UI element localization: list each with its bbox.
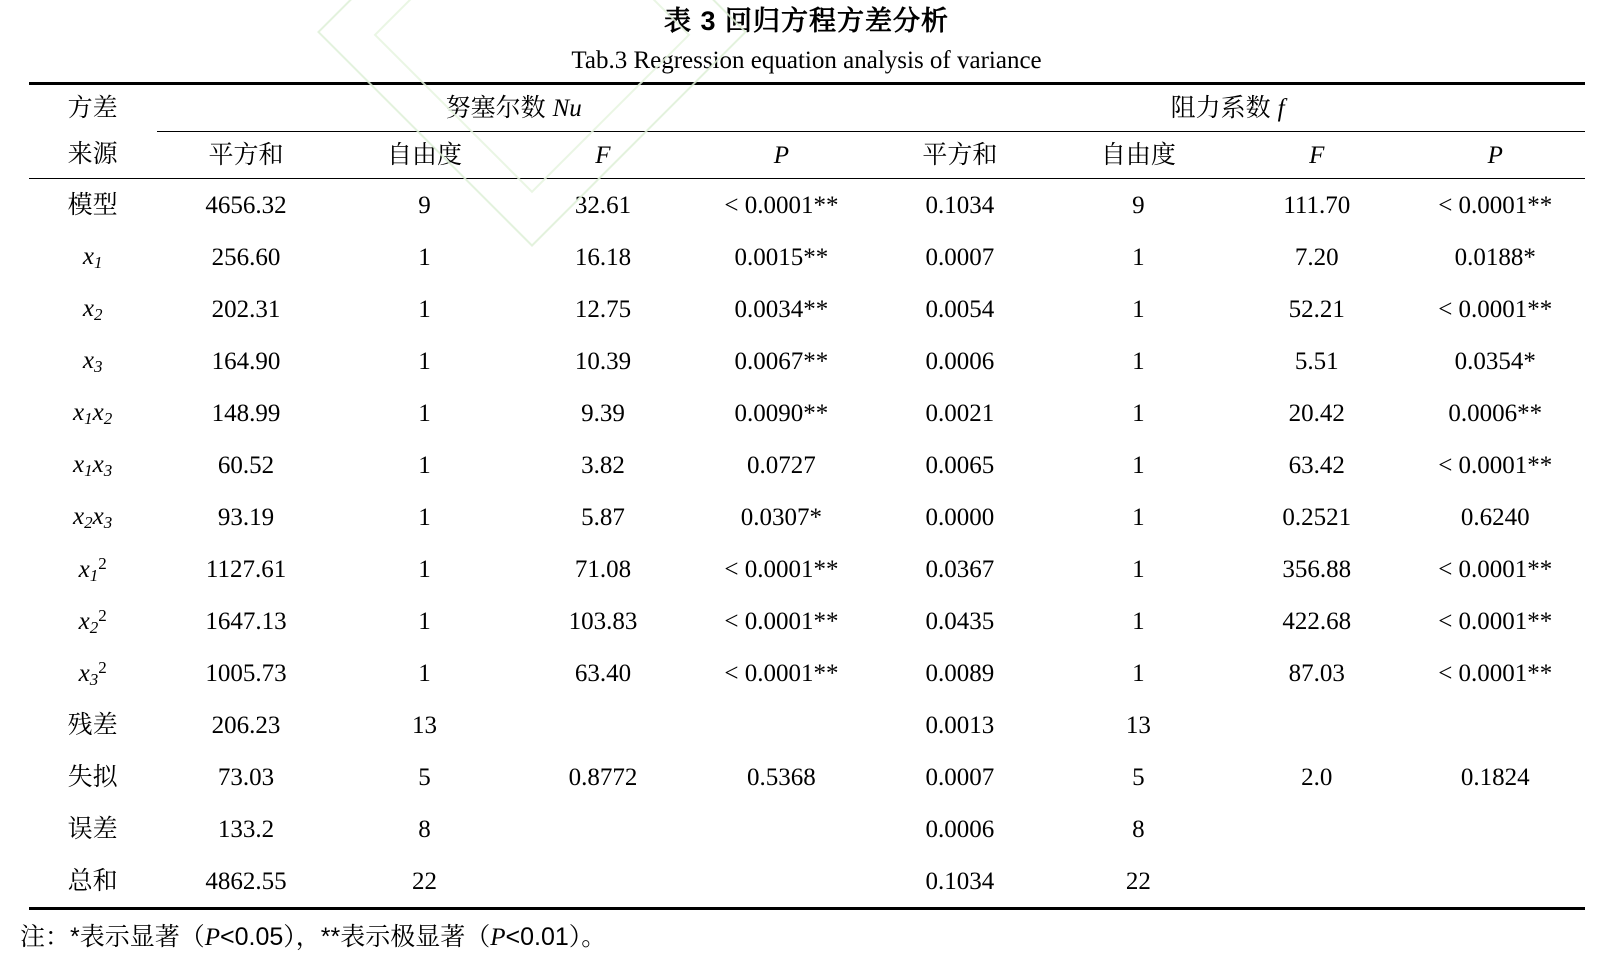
- cell-value: 111.70: [1283, 191, 1351, 219]
- cell-value: 1127.61: [205, 555, 287, 583]
- row-source: $x_3$: [82, 346, 103, 376]
- cell-value: 1: [1132, 659, 1145, 687]
- cell-value: < 0.0001**: [1438, 659, 1553, 687]
- table-header-row-columns: [29, 132, 1585, 179]
- cell-value: 60.52: [217, 451, 275, 479]
- cell-value: 87.03: [1288, 659, 1345, 687]
- cell-value: [514, 699, 692, 751]
- cell-value: 8: [1132, 815, 1145, 843]
- header-source-line2: 来源: [29, 132, 157, 179]
- table-row: [29, 335, 1585, 387]
- cell-value: 148.99: [211, 399, 281, 427]
- cell-value: 2.0: [1301, 763, 1333, 791]
- row-source: $x_3^2$: [78, 657, 107, 689]
- table-row: [29, 647, 1585, 699]
- table-row: [29, 387, 1585, 439]
- cell-value: 356.88: [1282, 555, 1352, 583]
- table-row: [29, 699, 1585, 751]
- cell-value: [514, 803, 692, 855]
- header-df-nu: 自由度: [335, 132, 513, 179]
- cell-value: 1: [418, 295, 431, 323]
- group-header-friction: 阻力系数 f: [871, 84, 1585, 132]
- table-title-english: Tab.3 Regression equation analysis of variance: [571, 47, 1042, 74]
- cell-value: 5: [1132, 763, 1145, 791]
- cell-value: [1406, 699, 1585, 751]
- cell-value: 1: [1132, 503, 1145, 531]
- cell-value: 73.03: [217, 763, 275, 791]
- cell-value: [1406, 803, 1585, 855]
- header-sum-of-squares-f: 平方和: [871, 132, 1049, 179]
- cell-value: 1647.13: [205, 607, 287, 635]
- row-source: $x_1x_3$: [73, 450, 113, 480]
- cell-value: 0.0435: [925, 607, 995, 635]
- cell-value: [1228, 699, 1406, 751]
- table-row: [29, 491, 1585, 543]
- row-source: 模型: [67, 190, 118, 219]
- row-source: $x_2^2$: [78, 605, 107, 637]
- cell-value: 1: [418, 347, 431, 375]
- table-header-row-groups: [29, 84, 1585, 132]
- cell-value: 0.0007: [925, 763, 995, 791]
- cell-value: 0.0021: [925, 399, 995, 427]
- row-source: 总和: [29, 855, 157, 909]
- row-source: 残差: [67, 710, 118, 739]
- cell-value: [1228, 803, 1406, 855]
- cell-value: 16.18: [574, 243, 632, 271]
- cell-value: 0.0034**: [734, 295, 829, 323]
- cell-value: [692, 699, 870, 751]
- header-sum-of-squares-nu: 平方和: [157, 132, 335, 179]
- cell-value: 0.1034: [871, 855, 1049, 909]
- row-source: $x_1$: [82, 242, 103, 272]
- group-header-nusselt: 努塞尔数 Nu: [157, 84, 871, 132]
- cell-value: 0.0188*: [1454, 243, 1536, 271]
- cell-value: 1: [1132, 243, 1145, 271]
- cell-value: 0.8772: [568, 763, 638, 791]
- cell-value: 1005.73: [205, 659, 287, 687]
- cell-value: 164.90: [211, 347, 281, 375]
- header-source-line1: 方差: [29, 84, 157, 132]
- cell-value: 5.51: [1294, 347, 1339, 375]
- cell-value: 1: [418, 451, 431, 479]
- row-source: $x_1x_2$: [73, 398, 113, 428]
- cell-value: 0.0367: [925, 555, 995, 583]
- table-row: [29, 439, 1585, 491]
- cell-value: 0.0065: [925, 451, 995, 479]
- cell-value: 63.40: [574, 659, 632, 687]
- row-source: $x_2$: [82, 294, 103, 324]
- cell-value: 0.5368: [747, 763, 816, 791]
- cell-value: 0.1824: [1460, 763, 1530, 791]
- cell-value: 52.21: [1288, 295, 1345, 323]
- cell-value: 1: [418, 399, 431, 427]
- cell-value: 5: [418, 763, 431, 791]
- cell-value: 9: [1132, 191, 1145, 219]
- cell-value: 0.0007: [925, 243, 995, 271]
- header-df-f: 自由度: [1049, 132, 1227, 179]
- cell-value: 256.60: [211, 243, 281, 271]
- cell-value: 63.42: [1288, 451, 1345, 479]
- cell-value: 7.20: [1294, 243, 1339, 271]
- cell-value: < 0.0001**: [724, 555, 839, 583]
- cell-value: [1406, 855, 1585, 909]
- cell-value: < 0.0001**: [1438, 191, 1553, 219]
- cell-value: 1: [1132, 399, 1145, 427]
- header-f-f: F: [1228, 132, 1406, 179]
- cell-value: 1: [418, 659, 431, 687]
- cell-value: 32.61: [574, 191, 632, 219]
- cell-value: < 0.0001**: [1438, 555, 1553, 583]
- cell-value: 0.2521: [1282, 503, 1352, 531]
- cell-value: 13: [1125, 711, 1151, 739]
- cell-value: 12.75: [574, 295, 632, 323]
- cell-value: 0.0054: [925, 295, 995, 323]
- cell-value: 3.82: [581, 451, 625, 479]
- table-row: [29, 179, 1585, 232]
- cell-value: 9: [418, 191, 431, 219]
- cell-value: 0.0067**: [734, 347, 829, 375]
- row-source: 误差: [67, 814, 118, 843]
- cell-value: 1: [1132, 295, 1145, 323]
- cell-value: 1: [418, 503, 431, 531]
- cell-value: 0.0354*: [1454, 347, 1536, 375]
- cell-value: 0.0000: [925, 503, 995, 531]
- cell-value: 1: [418, 607, 431, 635]
- cell-value: 0.0006**: [1448, 399, 1543, 427]
- cell-value: 1: [1132, 555, 1145, 583]
- table-footnote: 注：*表示显著（P<0.05），**表示极显著（P<0.01）。: [20, 923, 607, 951]
- cell-value: 20.42: [1288, 399, 1345, 427]
- cell-value: 0.1034: [925, 191, 995, 219]
- cell-value: 206.23: [211, 711, 281, 739]
- cell-value: 0.0089: [925, 659, 995, 687]
- cell-value: 0.0727: [747, 451, 816, 479]
- row-source: $x_2x_3$: [73, 502, 113, 532]
- table-row: [29, 803, 1585, 855]
- header-f-nu: F: [514, 132, 692, 179]
- table-row: [29, 543, 1585, 595]
- cell-value: 1: [1132, 451, 1145, 479]
- header-p-nu: P: [692, 132, 870, 179]
- cell-value: [1228, 855, 1406, 909]
- cell-value: 93.19: [217, 503, 275, 531]
- cell-value: 10.39: [574, 347, 632, 375]
- table-row: [29, 595, 1585, 647]
- cell-value: 4656.32: [205, 191, 287, 219]
- cell-value: 0.6240: [1460, 503, 1530, 531]
- cell-value: < 0.0001**: [724, 659, 839, 687]
- cell-value: < 0.0001**: [1438, 607, 1553, 635]
- cell-value: < 0.0001**: [724, 607, 839, 635]
- cell-value: 133.2: [217, 815, 275, 843]
- header-p-f: P: [1406, 132, 1585, 179]
- cell-value: 9.39: [581, 399, 625, 427]
- cell-value: 0.0006: [925, 815, 995, 843]
- anova-table: [29, 82, 1585, 910]
- cell-value: 0.0307*: [740, 503, 823, 531]
- cell-value: 0.0090**: [734, 399, 829, 427]
- cell-value: 22: [335, 855, 513, 909]
- cell-value: 202.31: [211, 295, 281, 323]
- cell-value: 22: [1049, 855, 1227, 909]
- cell-value: 0.0006: [925, 347, 995, 375]
- cell-value: 0.0013: [925, 711, 995, 739]
- cell-value: < 0.0001**: [1438, 451, 1553, 479]
- cell-value: 13: [411, 711, 437, 739]
- cell-value: 1: [418, 243, 431, 271]
- cell-value: [692, 855, 870, 909]
- cell-value: 0.0015**: [734, 243, 829, 271]
- cell-value: 1: [1132, 347, 1145, 375]
- row-source: $x_1^2$: [78, 553, 107, 585]
- cell-value: [514, 855, 692, 909]
- cell-value: 1: [418, 555, 431, 583]
- cell-value: [692, 803, 870, 855]
- cell-value: 71.08: [574, 555, 632, 583]
- cell-value: 5.87: [581, 503, 625, 531]
- cell-value: < 0.0001**: [1438, 295, 1553, 323]
- cell-value: 1: [1132, 607, 1145, 635]
- table-title-chinese: 表 3 回归方程方差分析: [663, 6, 950, 36]
- table-row: [29, 751, 1585, 803]
- table-row: [29, 855, 1585, 909]
- cell-value: < 0.0001**: [724, 191, 839, 219]
- cell-value: 4862.55: [157, 855, 335, 909]
- cell-value: 422.68: [1282, 607, 1352, 635]
- cell-value: 8: [418, 815, 431, 843]
- table-row: [29, 231, 1585, 283]
- row-source: 失拟: [67, 762, 118, 791]
- cell-value: 103.83: [568, 607, 638, 635]
- table-row: [29, 283, 1585, 335]
